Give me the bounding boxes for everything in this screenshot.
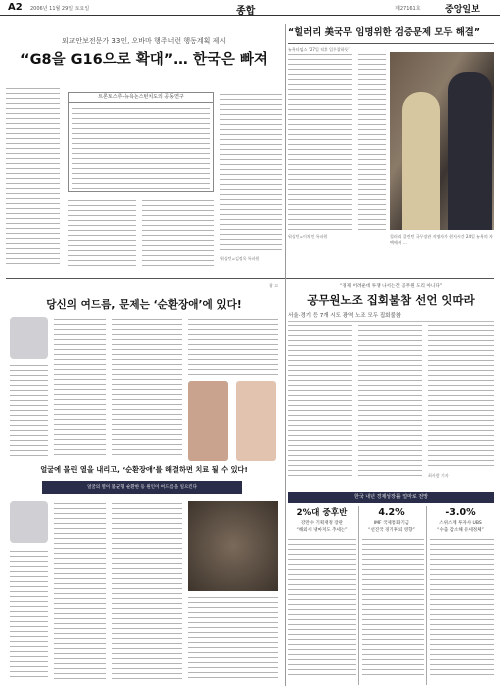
ad-body-b1 bbox=[10, 549, 48, 679]
union-kicker: “경제 어려운데 투쟁 나서는건 공무원 도리 아니다” bbox=[339, 284, 443, 289]
union-headline: 공무원노조 집회불참 선언 잇따라 bbox=[307, 293, 475, 307]
issue-number: 제27161호 bbox=[395, 6, 421, 12]
right-body-col2 bbox=[358, 52, 386, 230]
right-photo bbox=[390, 52, 494, 230]
forecast-header: 한국 내년 경제성장률 얼마로 전망 bbox=[288, 492, 494, 503]
ad-after-photo bbox=[236, 381, 276, 461]
forecast-note: “해외시 냉마저도 추세는” bbox=[296, 528, 348, 533]
ad-doctor-photo-1 bbox=[10, 317, 48, 359]
ad-body-a4 bbox=[10, 363, 48, 457]
masthead bbox=[0, 0, 500, 16]
left-article bbox=[6, 36, 282, 268]
photo-figure-woman bbox=[402, 92, 440, 230]
left-body-col4 bbox=[220, 92, 282, 252]
union-deck: 서울·경기 등 7개 시도 광역 노조 모두 집회불참 bbox=[288, 311, 494, 322]
union-body-col2 bbox=[358, 323, 422, 477]
forecast-body bbox=[288, 537, 356, 675]
forecast-col-2 bbox=[426, 506, 494, 685]
right-headline: “힐러리 美국무 임명위한 검증문제 모두 해결” bbox=[288, 26, 494, 44]
column-divider bbox=[285, 24, 286, 686]
ad-body-b4 bbox=[188, 595, 278, 679]
union-body-col3 bbox=[428, 323, 494, 469]
left-kicker: 외교안보전문가 33인, 오바마 행주너런 행동계획 제시 bbox=[61, 37, 227, 45]
left-body-col3 bbox=[142, 198, 214, 266]
left-headline: “G8을 G16으로 확대”… 한국은 빠져 bbox=[20, 52, 268, 68]
forecast-note: “선진국 경기후퇴 영향” bbox=[368, 528, 415, 533]
left-byline: 워싱턴=김정욱 특파원 bbox=[220, 256, 260, 261]
section-name: 종합 bbox=[236, 6, 256, 17]
forecast-note: “수출 감소해 유세정체” bbox=[437, 528, 484, 533]
advertisement bbox=[6, 283, 282, 685]
right-caption: 힐러리 클린턴 국무장관 지명자가 현지시간 24일 뉴욕의 자택에서 … bbox=[390, 234, 493, 245]
left-box-title: 트론토스루-뉴욕논스턴치도의 공동연구 bbox=[69, 93, 213, 103]
ad-scalp-photo bbox=[188, 501, 278, 591]
date-line: 2006년 11월 29일 토요일 bbox=[30, 6, 90, 12]
ad-body-b2 bbox=[54, 501, 106, 679]
right-article bbox=[288, 26, 494, 274]
left-body-col1 bbox=[6, 86, 60, 266]
paper-logo: 중앙일보 bbox=[445, 5, 480, 15]
forecast-body bbox=[362, 537, 424, 675]
photo-figure-man bbox=[448, 72, 492, 230]
right-byline: 워싱턴=이치민 특파원 bbox=[288, 234, 328, 239]
ad-body-a3 bbox=[188, 317, 278, 377]
forecast-body bbox=[430, 537, 494, 675]
forecast-value: 2%대 중후반 bbox=[296, 508, 348, 518]
ad-body-a1 bbox=[54, 317, 106, 457]
forecast-value: -3.0% bbox=[445, 507, 476, 518]
top-divider bbox=[6, 278, 494, 279]
left-box-table bbox=[72, 106, 210, 190]
left-box bbox=[68, 92, 214, 192]
ad-lead-text: 얼굴의 열이 불균형 순환한 등 원인이 여드름을 일으킨다 bbox=[87, 485, 197, 490]
forecast-source: 스위스계 투자사 UBS bbox=[439, 521, 482, 526]
ad-body-b3 bbox=[112, 501, 182, 679]
growth-forecast bbox=[288, 492, 494, 685]
ad-label: 광 고 bbox=[269, 283, 278, 288]
forecast-col-1 bbox=[358, 506, 424, 685]
union-byline: 최사람 기자 bbox=[428, 473, 449, 478]
ad-doctor-photo-2 bbox=[10, 501, 48, 543]
forecast-col-0 bbox=[288, 506, 356, 685]
union-article bbox=[288, 283, 494, 487]
ad-subhead: 얼굴에 몰린 열을 내리고, ‘순환장애’를 해결하면 치료 될 수 있다! bbox=[40, 465, 248, 474]
ad-lead-bar bbox=[42, 481, 242, 494]
ad-headline: 당신의 여드름, 문제는 ‘순환장애’에 있다! bbox=[46, 299, 242, 311]
right-body-col1 bbox=[288, 52, 352, 230]
ad-before-photo bbox=[188, 381, 228, 461]
right-sub: 뉴욕타임스 ‘27일 직후 입무찰하듯’ bbox=[288, 47, 350, 52]
forecast-source: 강만수 기획재정 장관 bbox=[301, 521, 343, 526]
page-number: A2 bbox=[8, 2, 23, 13]
union-body-col1 bbox=[288, 323, 352, 477]
forecast-value: 4.2% bbox=[378, 507, 405, 518]
left-body-col2 bbox=[68, 198, 136, 266]
ad-body-a2 bbox=[112, 317, 182, 457]
forecast-source: IMF 국제통화기금 bbox=[373, 521, 410, 526]
